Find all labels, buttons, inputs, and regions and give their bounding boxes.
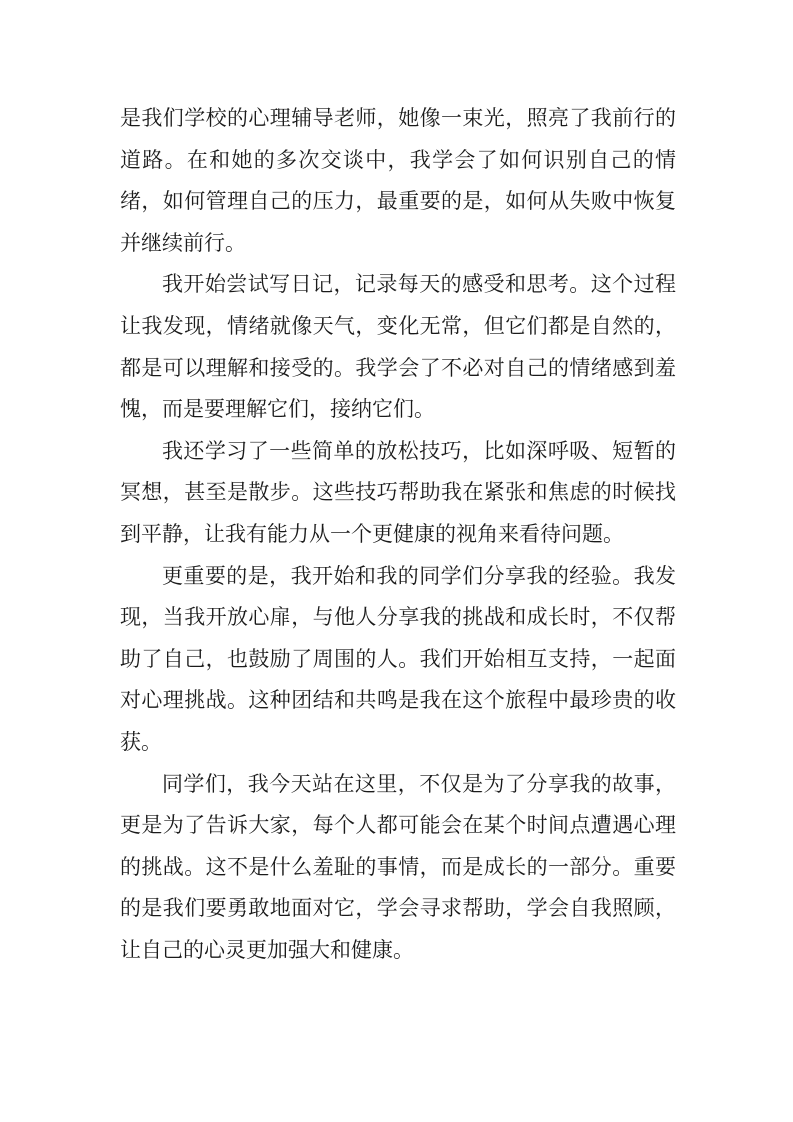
paragraph-3: 我还学习了一些简单的放松技巧，比如深呼吸、短暂的冥想，甚至是散步。这些技巧帮助我在紧张和焦虑的时候找到平静，让我有能力从一个更健康的视角来看待问题。	[120, 438, 676, 546]
paragraph-2: 我开始尝试写日记，记录每天的感受和思考。这个过程让我发现，情绪就像天气，变化无常，但它们都是自然的，都是可以理解和接受的。我学会了不必对自己的情绪感到羞愧，而是要理解它们，接纳它们。	[120, 272, 676, 422]
paragraph-1: 是我们学校的心理辅导老师，她像一束光，照亮了我前行的道路。在和她的多次交谈中，我学会了如何识别自己的情绪，如何管理自己的压力，最重要的是，如何从失败中恢复并继续前行。	[120, 106, 676, 255]
document-body	[120, 98, 676, 971]
paragraph-4: 更重要的是，我开始和我的同学们分享我的经验。我发现，当我开放心扉，与他人分享我的挑战和成长时，不仅帮助了自己，也鼓励了周围的人。我们开始相互支持，一起面对心理挑战。这种团结和共鸣是我在这个旅程中最珍贵的收获。	[120, 563, 676, 754]
paragraph-5: 同学们，我今天站在这里，不仅是为了分享我的故事，更是为了告诉大家，每个人都可能会在某个时间点遭遇心理的挑战。这不是什么羞耻的事情，而是成长的一部分。重要的是我们要勇敢地面对它，学会寻求帮助，学会自我照顾，让自己的心灵更加强大和健康。	[120, 771, 676, 962]
